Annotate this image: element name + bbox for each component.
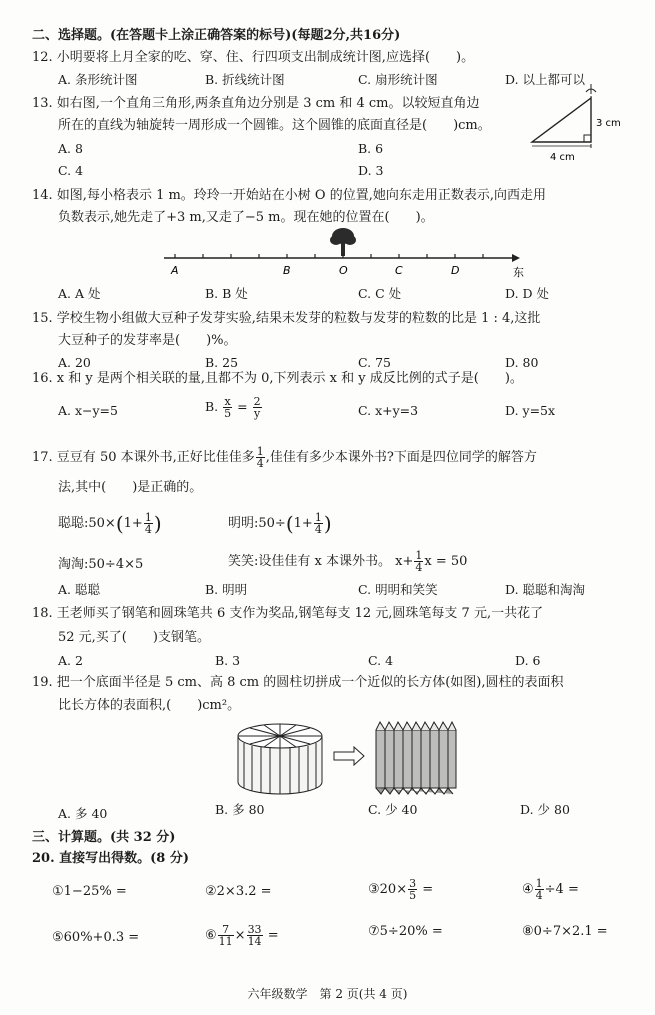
axis-label-east: 东 [513,266,524,279]
q15-option-b: B. 25 [205,355,239,370]
q18-option-b: B. 3 [215,653,241,668]
question-19-line2: 比长方体的表面积,( )cm²。 [58,698,241,713]
q16-option-b: B. $\frac{x}{5}$ = $\frac{2}{y}$ [205,395,261,420]
q19-option-b: B. 多 80 [215,802,265,817]
q13-option-b: B. 6 [358,141,384,156]
q17-xiaoxiao: 笑笑:设佳佳有 x 本课外书。 x+ $\frac{1}{4}$ x = 50 [228,549,468,574]
axis-label-c: C [395,264,403,277]
q13-option-a: A. 8 [58,141,83,156]
calc-item-7: ⑦5÷20% = [368,924,443,939]
question-15-line1: 15. 学校生物小组做大豆种子发芽实验,结果未发芽的粒数与发芽的粒数的比是 1 : 4,这批 [32,311,541,326]
axis-label-b: B [283,264,291,277]
calc-item-1: ①1−25% = [52,884,127,899]
triangle-side-label: 3 cm [596,118,621,129]
question-18-line1: 18. 王老师买了钢笔和圆珠笔共 6 支作为奖品,钢笔每支 12 元,圆珠笔每支 7 元,一共花了 [32,606,544,621]
q14-option-c: C. C 处 [358,286,402,301]
q13-option-c: C. 4 [58,163,84,178]
section-title: 二、选择题。(在答题卡上涂正确答案的标号)(每题2分,共16分) [32,28,401,43]
calc-item-5: ⑤60%+0.3 = [52,930,140,945]
q18-option-d: D. 6 [515,653,541,668]
q14-option-a: A. A 处 [58,286,101,301]
q17-option-c: C. 明明和笑笑 [358,582,438,597]
q12-option-a: A. 条形统计图 [58,72,138,87]
calc-item-2: ②2×3.2 = [205,884,272,899]
q14-option-b: B. B 处 [205,286,248,301]
q17-congcong: 聪聪:50×(1+ $\frac{1}{4}$ ) [58,511,162,536]
axis-label-d: D [451,264,460,277]
question-17-line1: 17. 豆豆有 50 本课外书,正好比佳佳多 $\frac{1}{4}$ ,佳佳有多少本课外书?下面是四位同学的解答方 [32,445,537,470]
q16-option-c: C. x+y=3 [358,403,419,418]
number-line-figure [160,222,530,280]
q19-option-c: C. 少 40 [368,802,418,817]
q18-option-c: C. 4 [368,653,394,668]
q17-option-a: A. 聪聪 [58,582,100,597]
q17-option-b: B. 明明 [205,582,248,597]
q15-option-a: A. 20 [58,355,91,370]
calc-item-8: ⑧0÷7×2.1 = [522,924,608,939]
arrow-right-icon [334,747,364,765]
q17-mingming: 明明:50÷(1+ $\frac{1}{4}$ ) [228,511,332,536]
section-title: 三、计算题。(共 32 分) [32,830,176,845]
q14-option-d: D. D 处 [505,286,550,301]
question-15-line2: 大豆种子的发芽率是( )%。 [58,333,237,348]
q19-option-a: A. 多 40 [58,806,108,821]
q15-option-c: C. 75 [358,355,391,370]
q17-option-d: D. 聪聪和淘淘 [505,582,586,597]
question-12: 12. 小明要将上月全家的吃、穿、住、行四项支出制成统计图,应选择( )。 [32,50,475,65]
q16-option-b-label: B. [205,399,219,414]
axis-label-a: A [171,264,179,277]
tree-icon [330,228,356,256]
page-footer: 六年级数学 第 2 页(共 4 页) [247,987,408,1001]
question-17-line2: 法,其中( )是正确的。 [58,480,203,495]
right-triangle-figure [520,84,640,170]
cuboid-shape [376,722,456,794]
cylinder-to-cuboid-figure [230,716,470,798]
q19-option-d: D. 少 80 [520,802,570,817]
q16-option-d: D. y=5x [505,403,556,418]
question-14-line2: 负数表示,她先走了+3 m,又走了−5 m。现在她的位置在( )。 [58,210,434,225]
q15-option-d: D. 80 [505,355,539,370]
axis-label-o: O [339,264,348,277]
cylinder-shape [238,724,322,794]
calc-item-4: ④ $\frac{1}{4}$ ÷4 = [522,877,579,902]
q12-option-b: B. 折线统计图 [205,72,285,87]
question-16: 16. x 和 y 是两个相关联的量,且都不为 0,下列表示 x 和 y 成反比例的式子是( )。 [32,371,523,386]
q17-taotao: 淘淘:50÷4×5 [58,557,144,572]
calc-item-3: ③20× $\frac{3}{5}$ = [368,877,434,902]
question-14-line1: 14. 如图,每小格表示 1 m。玲玲一开始站在小树 O 的位置,她向东走用正数表示,向西走用 [32,188,546,203]
triangle-base-label: 4 cm [550,152,575,163]
question-13-line2: 所在的直线为轴旋转一周形成一个圆锥。这个圆锥的底面直径是( )cm。 [58,118,491,133]
calc-item-6: ⑥ $\frac{7}{11}$ × $\frac{33}{14}$ = [205,923,279,948]
question-18-line2: 52 元,买了( )支钢笔。 [58,630,210,645]
q13-option-d: D. 3 [358,163,384,178]
q12-option-d: D. 以上都可以 [505,72,586,87]
question-19-line1: 19. 把一个底面半径是 5 cm、高 8 cm 的圆柱切拼成一个近似的长方体(如图),圆柱的表面积 [32,675,564,690]
question-20: 20. 直接写出得数。(8 分) [32,851,190,866]
q16-option-a: A. x−y=5 [58,403,118,418]
question-13-line1: 13. 如右图,一个直角三角形,两条直角边分别是 3 cm 和 4 cm。以较短直角边 [32,96,480,111]
q18-option-a: A. 2 [58,653,83,668]
q12-option-c: C. 扇形统计图 [358,72,438,87]
